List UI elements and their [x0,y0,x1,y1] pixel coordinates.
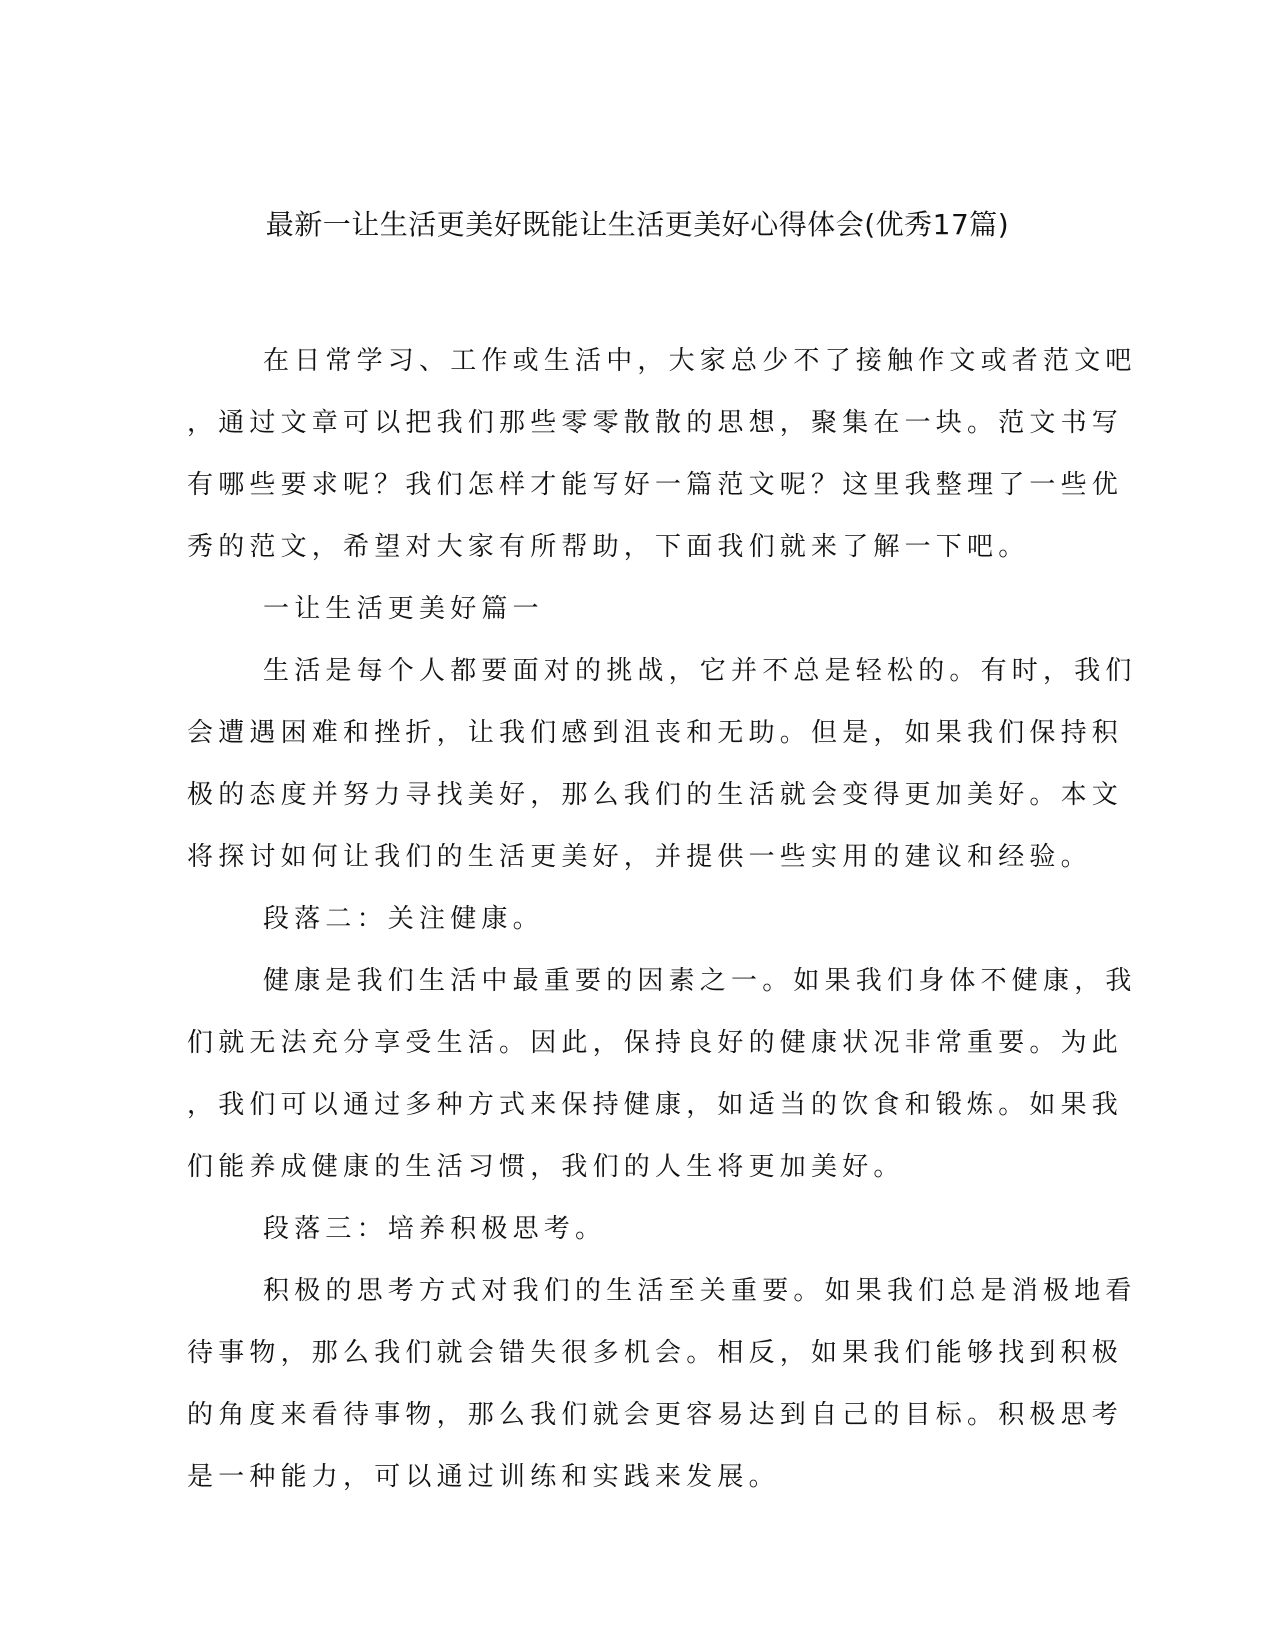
paragraph-line: 健康是我们生活中最重要的因素之一。如果我们身体不健康，我 [263,966,1137,996]
paragraph-line: 的角度来看待事物，那么我们就会更容易达到自己的目标。积极思考 [187,1400,1124,1430]
paragraph-line: 积极的思考方式对我们的生活至关重要。如果我们总是消极地看 [263,1276,1137,1306]
paragraph-line: ，我们可以通过多种方式来保持健康，如适当的饮食和锻炼。如果我 [187,1090,1124,1120]
paragraph-line: 们能养成健康的生活习惯，我们的人生将更加美好。 [187,1152,905,1182]
paragraph-line: 待事物，那么我们就会错失很多机会。相反，如果我们能够找到积极 [187,1338,1124,1368]
paragraph-line: 极的态度并努力寻找美好，那么我们的生活就会变得更加美好。本文 [187,780,1124,810]
section-heading: 一让生活更美好篇一 [263,594,544,624]
subheading: 段落二：关注健康。 [263,904,544,934]
intro-paragraph-line: ，通过文章可以把我们那些零零散散的思想，聚集在一块。范文书写 [187,408,1124,438]
document-title: 最新一让生活更美好既能让生活更美好心得体会(优秀17篇) [265,208,1010,241]
paragraph-line: 们就无法充分享受生活。因此，保持良好的健康状况非常重要。为此 [187,1028,1124,1058]
paragraph-line: 将探讨如何让我们的生活更美好，并提供一些实用的建议和经验。 [187,842,1092,872]
paragraph-line: 是一种能力，可以通过训练和实践来发展。 [187,1462,780,1492]
intro-paragraph-line: 秀的范文，希望对大家有所帮助，下面我们就来了解一下吧。 [187,532,1030,562]
subheading: 段落三：培养积极思考。 [263,1214,607,1244]
paragraph-line: 会遭遇困难和挫折，让我们感到沮丧和无助。但是，如果我们保持积 [187,718,1124,748]
paragraph-line: 生活是每个人都要面对的挑战，它并不总是轻松的。有时，我们 [263,656,1137,686]
intro-paragraph-line: 有哪些要求呢？我们怎样才能写好一篇范文呢？这里我整理了一些优 [187,470,1124,500]
document-body [187,330,1137,1508]
intro-paragraph-line: 在日常学习、工作或生活中，大家总少不了接触作文或者范文吧 [263,346,1137,376]
